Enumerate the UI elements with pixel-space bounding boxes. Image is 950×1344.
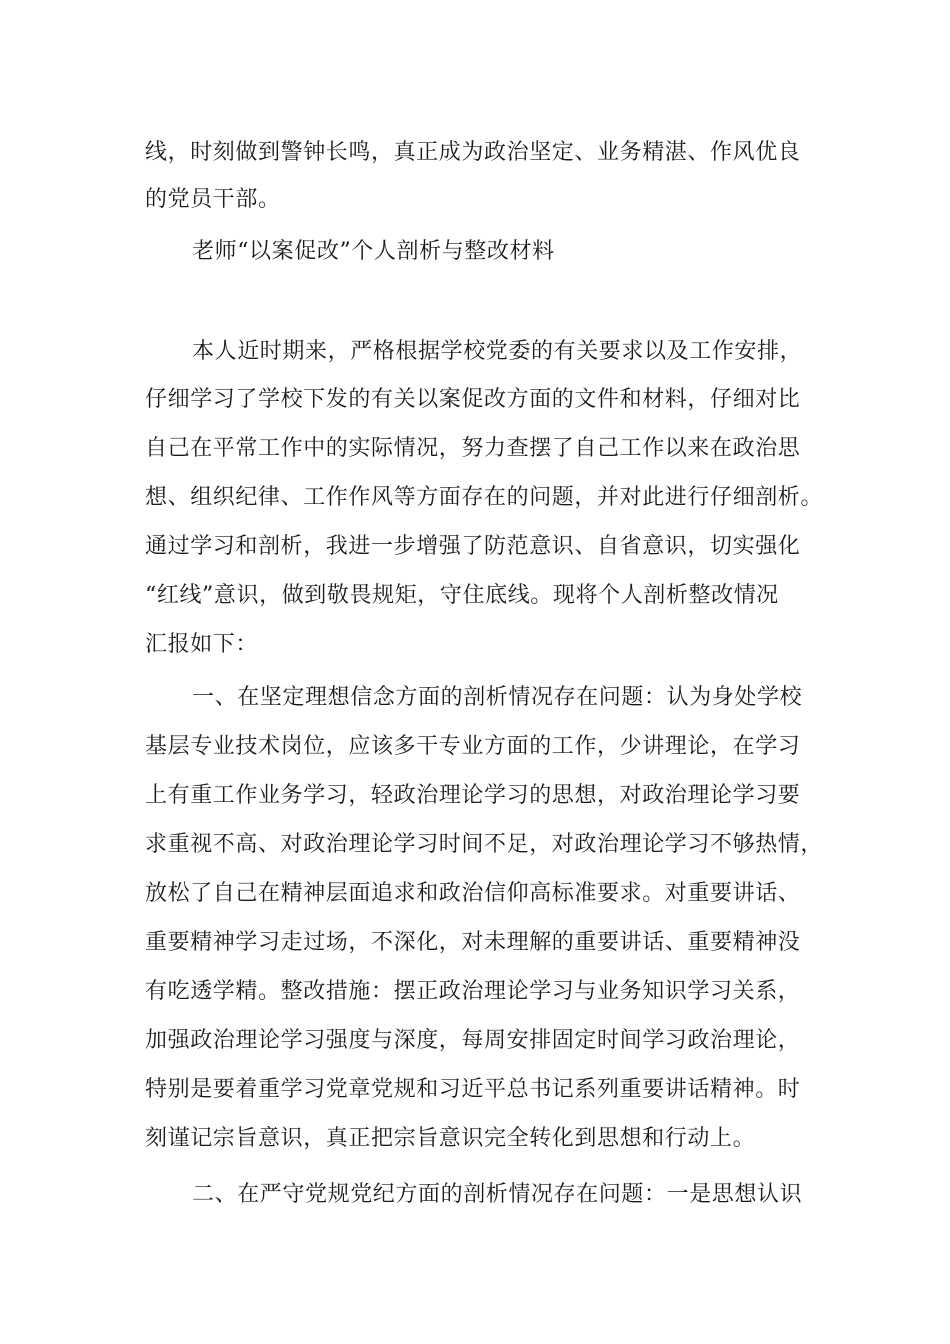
section1-line-10: 刻谨记宗旨意识，真正把宗旨意识完全转化到思想和行动上。 [145,1126,756,1151]
intro-line-4: 想、组织纪律、工作作风等方面存在的问题，并对此进行仔细剖析。 [145,485,824,510]
continuation-line-2: 的党员干部。 [145,187,281,212]
intro-line-6: “红线”意识，做到敬畏规矩，守住底线。现将个人剖析整改情况 [145,583,779,608]
section1-line-6: 重要精神学习走过场，不深化，对未理解的重要讲话、重要精神没 [145,930,801,955]
intro-line-7: 汇报如下： [145,632,259,657]
intro-line-5: 通过学习和剖析，我进一步增强了防范意识、自省意识，切实强化 [145,534,801,559]
intro-line-2: 仔细学习了学校下发的有关以案促改方面的文件和材料，仔细对比 [145,387,801,412]
section1-line-9: 特别是要着重学习党章党规和习近平总书记系列重要讲话精神。时 [145,1077,801,1102]
section1-line-5: 放松了自己在精神层面追求和政治信仰高标准要求。对重要讲话、 [145,881,801,906]
section1-line-3: 上有重工作业务学习，轻政治理论学习的思想，对政治理论学习要 [145,783,801,808]
continuation-line-1: 线，时刻做到警钟长鸣，真正成为政治坚定、业务精湛、作风优良 [145,140,801,165]
section1-line-1: 一、在坚定理想信念方面的剖析情况存在问题：认为身处学校 [192,685,803,710]
section1-line-4: 求重视不高、对政治理论学习时间不足，对政治理论学习不够热情， [145,832,824,857]
intro-line-1: 本人近时期来，严格根据学校党委的有关要求以及工作安排， [192,339,803,364]
intro-line-3: 自己在平常工作中的实际情况，努力查摆了自己工作以来在政治思 [145,436,801,461]
section1-line-2: 基层专业技术岗位，应该多干专业方面的工作，少讲理论，在学习 [145,734,801,759]
document-title: 老师“以案促改”个人剖析与整改材料 [192,239,555,264]
section1-line-7: 有吃透学精。整改措施：摆正政治理论学习与业务知识学习关系， [145,979,801,1004]
section1-line-8: 加强政治理论学习强度与深度，每周安排固定时间学习政治理论， [145,1028,801,1053]
section2-line-1: 二、在严守党规党纪方面的剖析情况存在问题：一是思想认识 [192,1182,803,1207]
